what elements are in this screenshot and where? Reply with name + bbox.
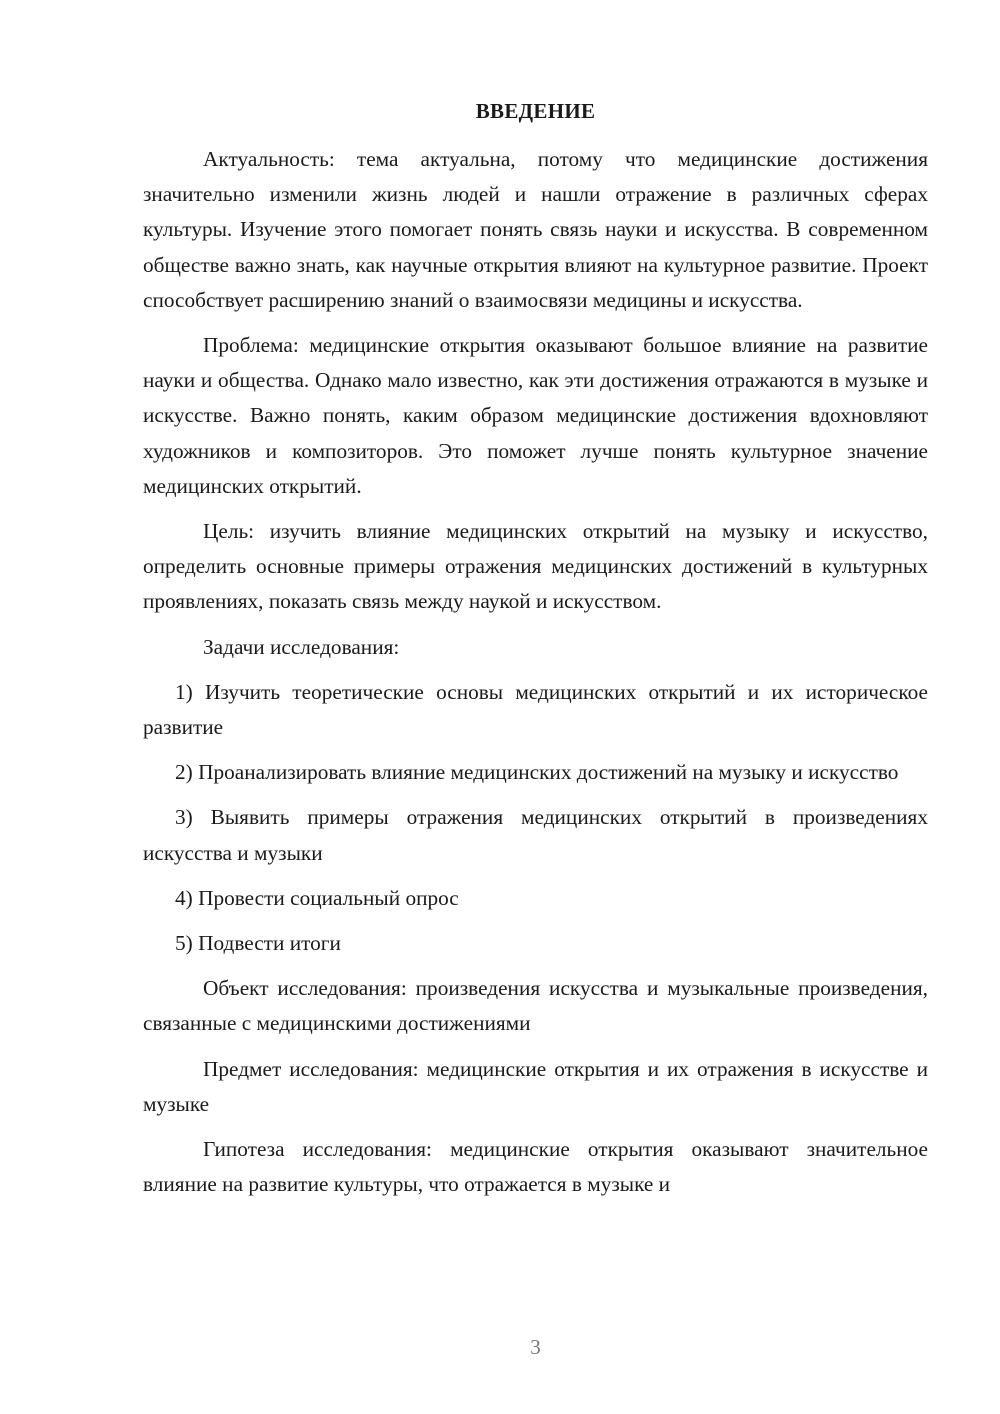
- task-item-2: 2) Проанализировать влияние медицинских достижений на музыку и искусство: [175, 760, 899, 785]
- paragraph-tasks-heading: Задачи исследования:: [203, 634, 400, 659]
- task-item-4: 4) Провести социальный опрос: [175, 885, 459, 910]
- paragraph-problem: Проблема: медицинские открытия оказывают большое влияние на развитие науки и общества. Однако мало известно, как эти достижения отражаются в музыке и искусстве. Важно понять, каким образом медицинские достижения вдохновляют художников и композиторов. Это поможет лучше понять культурное значение медицинских открытий.: [143, 333, 928, 498]
- page-number: 3: [530, 1335, 541, 1359]
- paragraph-relevance: Актуальность: тема актуальна, потому что медицинские достижения значительно изменили жизнь людей и нашли отражение в различных сферах культуры. Изучение этого помогает понять связь науки и искусства. В современном обществе важно знать, как научные открытия влияют на культурное развитие. Проект способствует расширению знаний о взаимосвязи медицины и искусства.: [143, 147, 928, 312]
- paragraph-hypothesis: Гипотеза исследования: медицинские открытия оказывают значительное влияние на развитие культуры, что отражается в музыке и: [143, 1137, 928, 1197]
- paragraph-object: Объект исследования: произведения искусства и музыкальные произведения, связанные с медицинскими достижениями: [143, 976, 928, 1036]
- paragraph-goal: Цель: изучить влияние медицинских открытий на музыку и искусство, определить основные примеры отражения медицинских достижений в культурных проявлениях, показать связь между наукой и искусством.: [143, 519, 928, 614]
- document-body: [143, 142, 928, 1202]
- paragraph-subject: Предмет исследования: медицинские открытия и их отражения в искусстве и музыке: [143, 1056, 928, 1116]
- document-page: [143, 0, 928, 1414]
- task-item-5: 5) Подвести итоги: [175, 931, 341, 956]
- task-item-3: 3) Выявить примеры отражения медицинских открытий в произведениях искусства и музыки: [143, 805, 928, 865]
- task-item-1: 1) Изучить теоретические основы медицинских открытий и их историческое развитие: [143, 679, 928, 740]
- section-heading: ВВЕДЕНИЕ: [475, 99, 596, 123]
